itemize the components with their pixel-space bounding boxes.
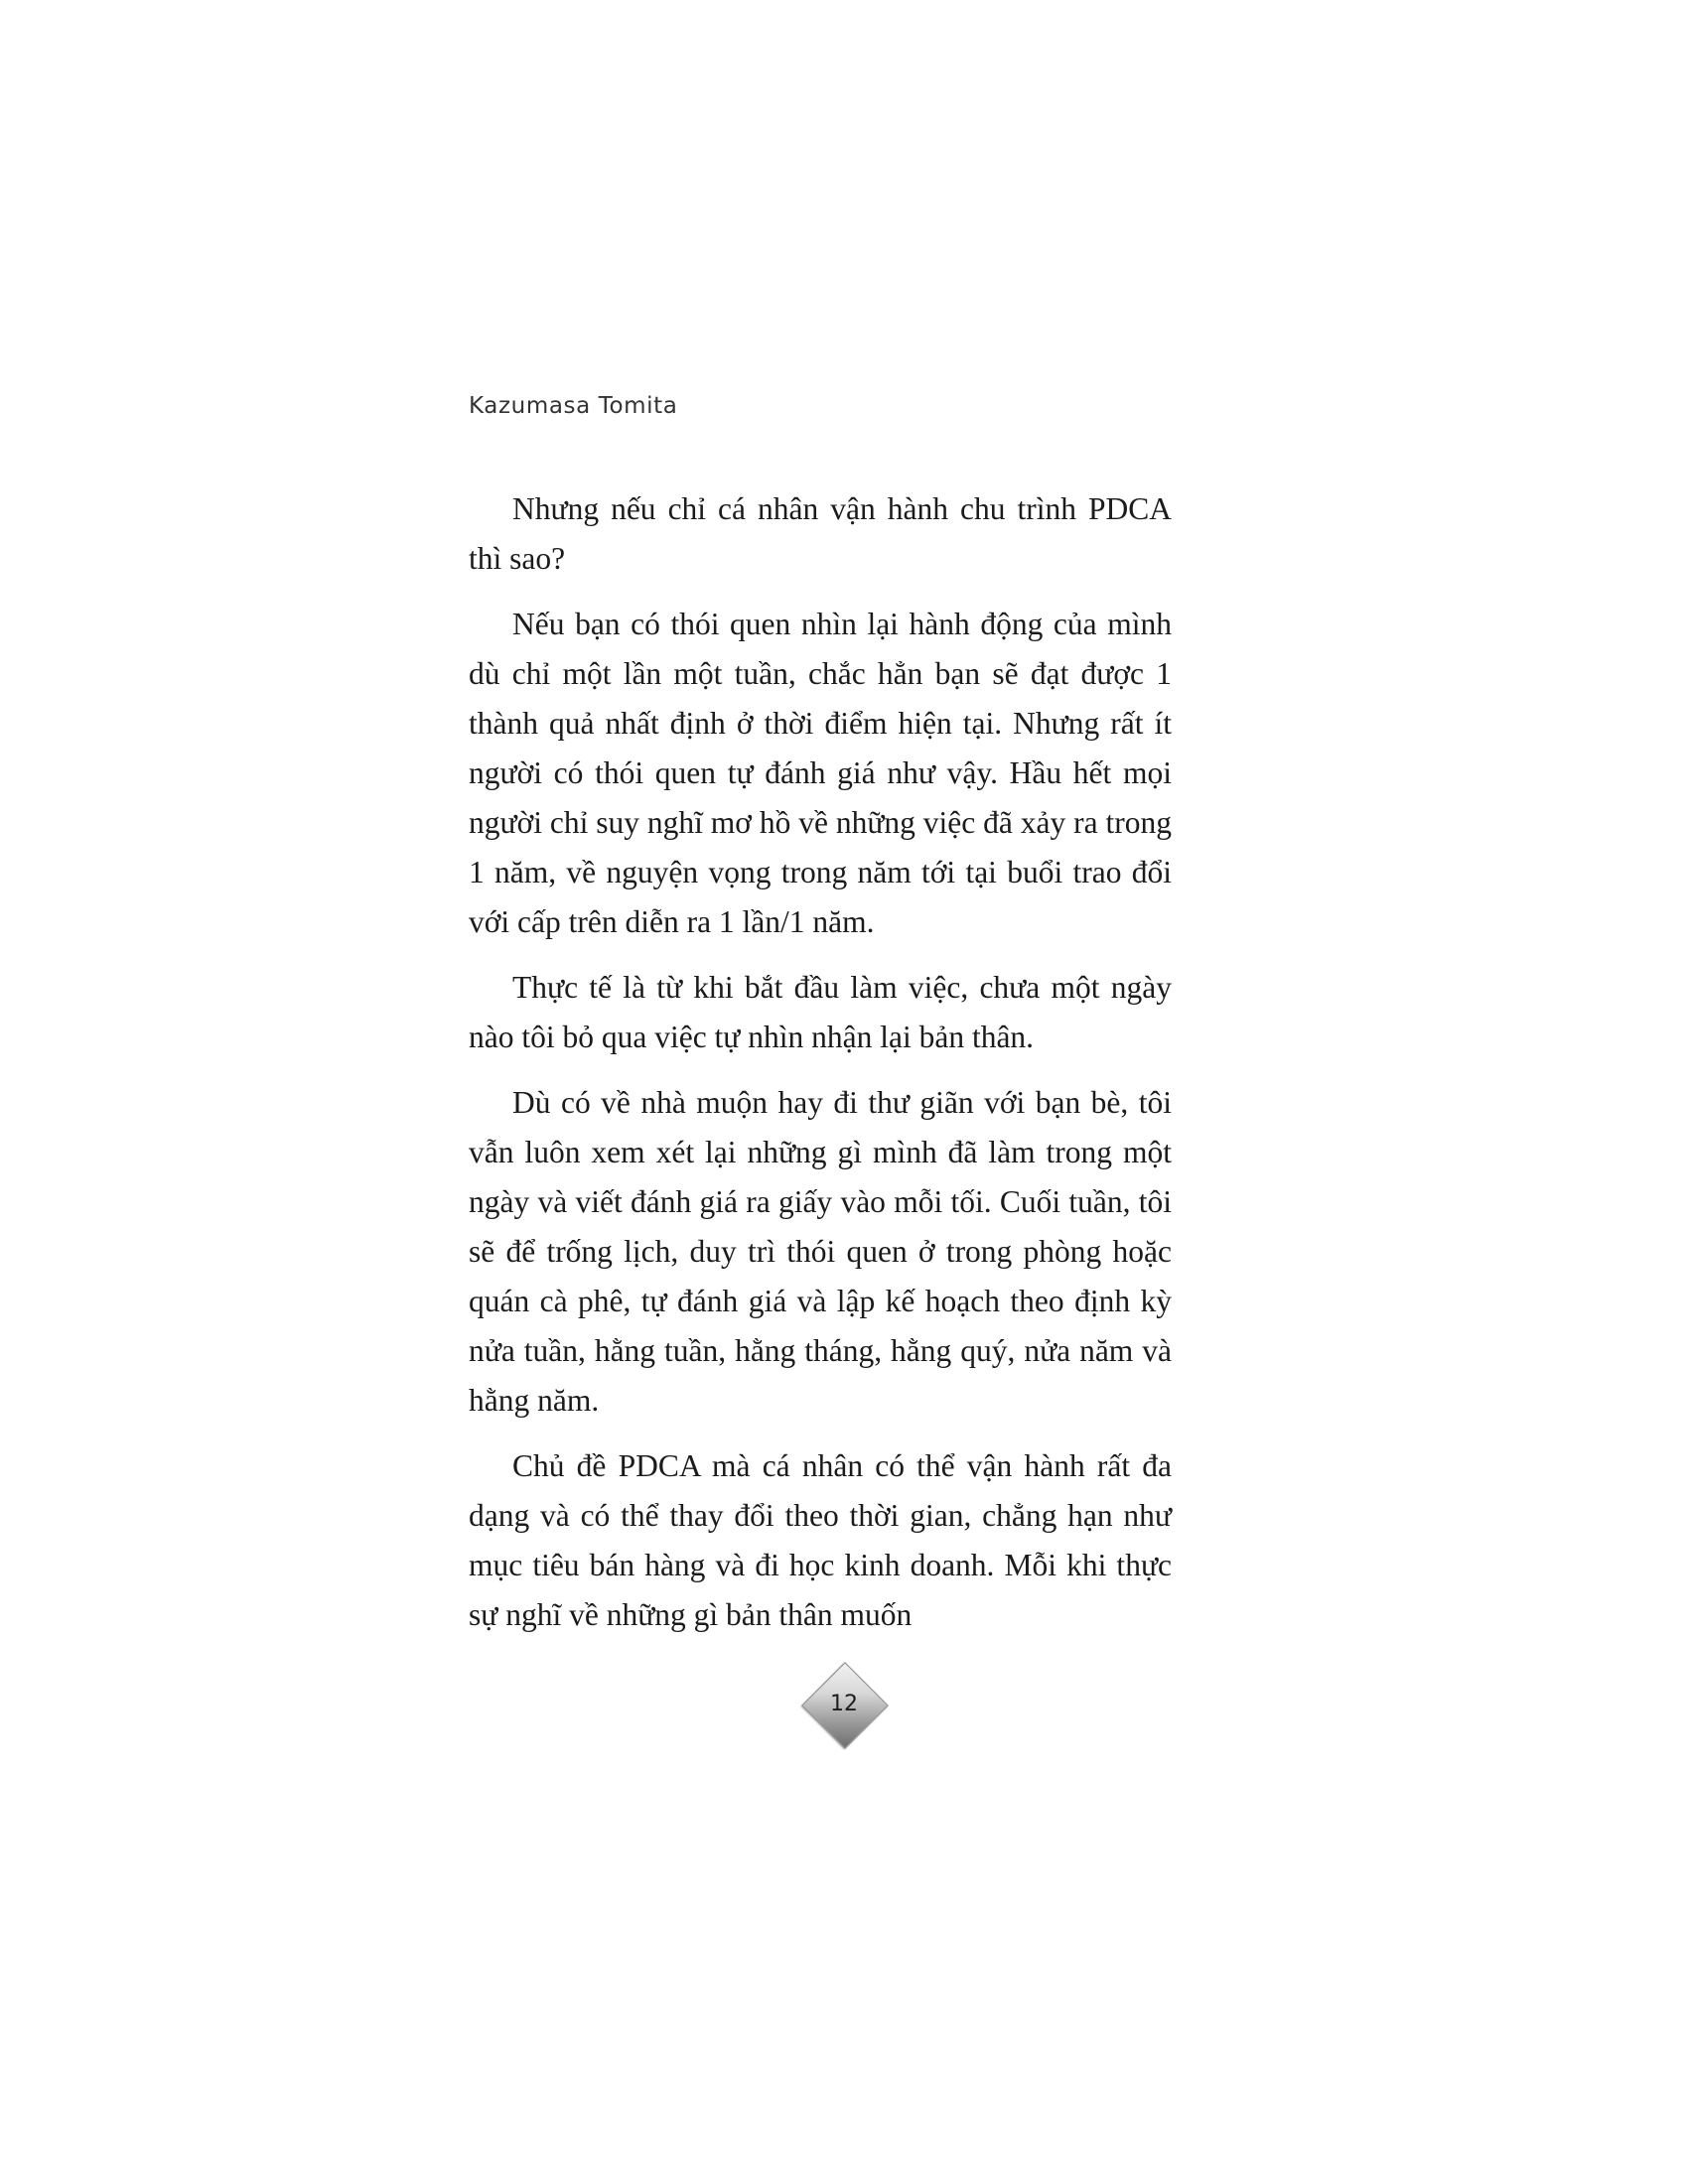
body-paragraph: Nhưng nếu chỉ cá nhân vận hành chu trình PDCA thì sao? bbox=[469, 491, 1172, 576]
page-number: 12 bbox=[830, 1692, 858, 1716]
body-paragraph: Dù có về nhà muộn hay đi thư giãn với bạn bè, tôi vẫn luôn xem xét lại những gì mình đã làm trong một ngày và viết đánh giá ra giấy vào mỗi tối. Cuối tuần, tôi sẽ để trống lịch, duy trì thói quen ở trong phòng hoặc quán cà phê, tự đánh giá và lập kế hoạch theo định kỳ nửa tuần, hằng tuần, hằng tháng, hằng quý, nửa năm và hằng năm. bbox=[469, 1085, 1172, 1418]
page-footer bbox=[0, 1668, 1688, 1741]
body-paragraph: Chủ đề PDCA mà cá nhân có thể vận hành rất đa dạng và có thể thay đổi theo thời gian, chẳng hạn như mục tiêu bán hàng và đi học kinh doanh. Mỗi khi thực sự nghĩ về những gì bản thân muốn bbox=[469, 1448, 1172, 1632]
running-head-author: Kazumasa Tomita bbox=[469, 393, 678, 419]
body-paragraph: Thực tế là từ khi bắt đầu làm việc, chưa một ngày nào tôi bỏ qua việc tự nhìn nhận lại bản thân. bbox=[469, 970, 1172, 1054]
page-number-badge bbox=[807, 1668, 881, 1741]
body-paragraph: Nếu bạn có thói quen nhìn lại hành động của mình dù chỉ một lần một tuần, chắc hẳn bạn sẽ đạt được 1 thành quả nhất định ở thời điểm hiện tại. Nhưng rất ít người có thói quen tự đánh giá như vậy. Hầu hết mọi người chỉ suy nghĩ mơ hồ về những việc đã xảy ra trong 1 năm, về nguyện vọng trong năm tới tại buổi trao đổi với cấp trên diễn ra 1 lần/1 năm. bbox=[469, 607, 1172, 939]
page-text-column bbox=[469, 393, 1172, 1640]
